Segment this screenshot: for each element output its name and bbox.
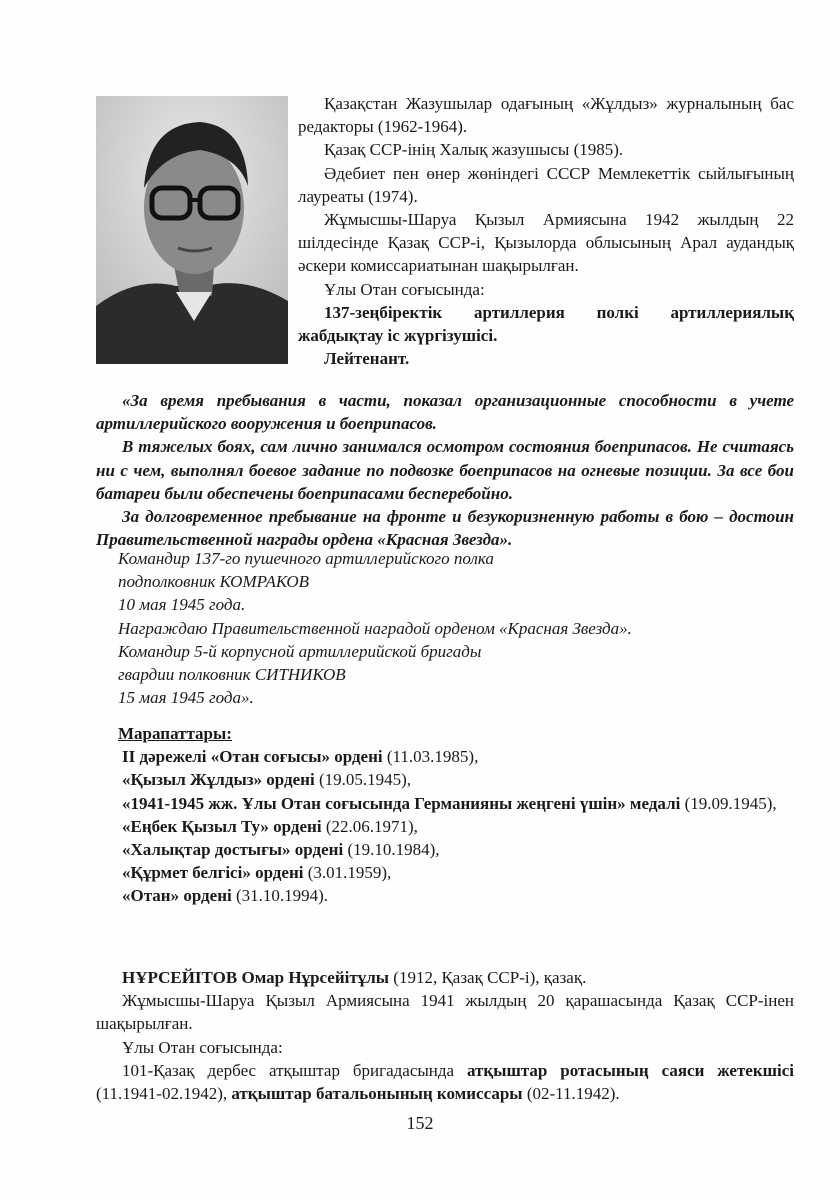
portrait-photo: [96, 96, 288, 364]
award-item: [96, 884, 794, 907]
entry-line: Жұмысшы-Шаруа Қызыл Армиясына 1941 жылдың 20 қарашасында Қазақ ССР-інен шақырылған.: [96, 991, 794, 1034]
citation-paragraph: За долговременное пребывание на фронте и безукоризненную работы в бою – достоин Правительственной награды ордена «Красная Звезда».: [96, 507, 794, 550]
citation-paragraph: «За время пребывания в части, показал организационные способности в учете артиллерийского вооружения и боеприпасов.: [96, 391, 794, 434]
bio-position: 137-зеңбіректік артиллерия полкі артиллериялық жабдықтау іс жүргізушісі.: [298, 302, 794, 346]
awards-heading: Марапаттары:: [118, 724, 232, 743]
award-name: «1941-1945 жж. Ұлы Отан соғысында Германияны жеңгені үшін» медалі: [122, 793, 681, 813]
signoff-line: 10 мая 1945 года.: [118, 595, 246, 615]
award-date: (19.10.1984),: [343, 840, 440, 860]
bio-right-column: [298, 92, 794, 370]
signoff-line: Командир 137-го пушечного артиллерийского полка: [118, 549, 494, 568]
page-number: 152: [406, 1113, 434, 1133]
bio-line: Әдебиет пен өнер жөніндегі СССР Мемлекеттік сыйлығының лауреаты (1974).: [298, 163, 794, 206]
award-date: (3.01.1959),: [303, 863, 392, 883]
entry-position: атқыштар батальонының комиссары: [231, 1084, 523, 1104]
entry-name-tail: (1912, Қазақ ССР-і), қазақ.: [389, 968, 587, 987]
award-name: «Қызыл Жұлдыз» ордені: [122, 770, 315, 790]
award-item: [96, 792, 794, 815]
award-item: [96, 815, 794, 838]
entry-line: Ұлы Отан соғысында:: [122, 1037, 283, 1057]
bio-line: Ұлы Отан соғысында:: [324, 279, 485, 299]
award-item: [96, 861, 794, 884]
bio-line: Жұмысшы-Шаруа Қызыл Армиясына 1942 жылдың 22 шілдесінде Қазақ ССР-і, Қызылорда облысының Арал аудандық әскери комиссариатынан шақырылған.: [298, 210, 794, 276]
award-date: (11.03.1985),: [382, 747, 479, 767]
bio-rank: Лейтенант.: [324, 349, 410, 369]
award-date: (19.05.1945),: [314, 770, 412, 790]
entry-text: 101-Қазақ дербес атқыштар бригадасында: [122, 1060, 467, 1080]
entry-line: [96, 1059, 794, 1105]
awards-section: [96, 722, 794, 908]
award-item: [96, 838, 794, 861]
entry-position: атқыштар ротасының саяси жетекшісі: [467, 1060, 794, 1080]
citation-paragraph: В тяжелых боях, сам лично занимался осмотром состояния боеприпасов. Не считаясь ни с чем, выполнял боевое задание по подвозке боеприпасов на огневые позиции. За все бои батареи были обеспечены боеприпасами бесперебойно.: [96, 437, 794, 503]
signoff-line: гвардии полковник СИТНИКОВ: [118, 665, 346, 685]
signoff-line: 15 мая 1945 года».: [118, 688, 254, 708]
citation-signoff: [96, 547, 794, 709]
entry-text: (11.1941-02.1942),: [96, 1084, 232, 1104]
signoff-line: подполковник КОМРАКОВ: [118, 572, 310, 592]
next-entry: [96, 966, 794, 1105]
award-name: «Халықтар достығы» ордені: [122, 840, 344, 860]
bio-line: Қазақ ССР-інің Халық жазушысы (1985).: [324, 140, 624, 160]
award-name: «Еңбек Қызыл Ту» ордені: [122, 816, 322, 836]
signoff-line: Награждаю Правительственной наградой орденом «Красная Звезда».: [118, 618, 632, 638]
award-name: «Құрмет белгісі» ордені: [122, 863, 304, 883]
citation-block: [96, 389, 794, 551]
entry-text: (02-11.1942).: [522, 1084, 620, 1104]
award-name: «Отан» ордені: [122, 886, 232, 906]
award-date: (19.09.1945),: [680, 793, 777, 813]
award-item: [96, 745, 794, 768]
award-name: ІІ дәрежелі «Отан соғысы» ордені: [122, 747, 383, 767]
award-date: (22.06.1971),: [321, 816, 418, 836]
entry-heading: [96, 966, 794, 989]
award-date: (31.10.1994).: [231, 886, 329, 906]
signoff-line: Командир 5-й корпусной артиллерийской бригады: [118, 641, 482, 661]
entry-name: НҰРСЕЙІТОВ Омар Нұрсейітұлы: [122, 968, 390, 987]
award-item: [96, 768, 794, 791]
bio-line: Қазақстан Жазушылар одағының «Жұлдыз» журналының бас редакторы (1962-1964).: [298, 94, 794, 137]
